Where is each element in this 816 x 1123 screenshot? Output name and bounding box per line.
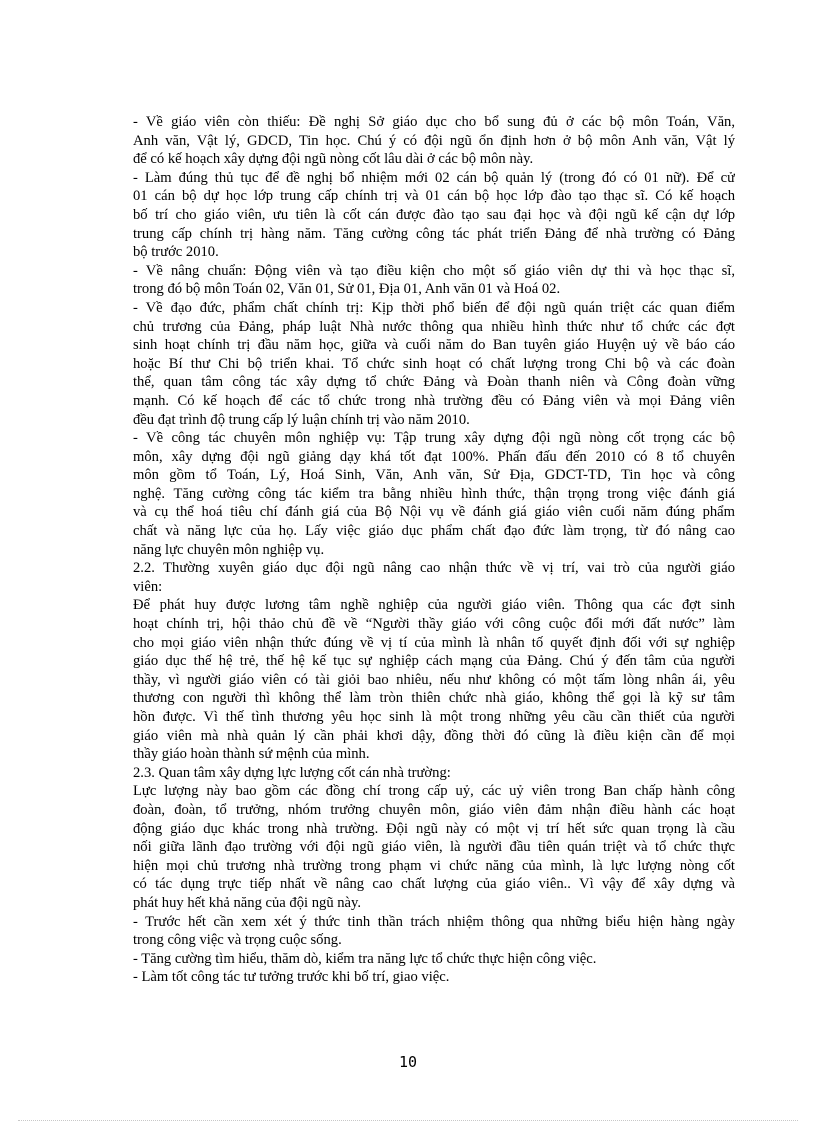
text-line: bố trí cho giáo viên, ưu tiên là cốt cán được đào tạo sau đại học và đội ngũ kế cận dự lớp [133,206,735,223]
text-line: - Trước hết cần xem xét ý thức tinh thần trách nhiệm thông qua những biểu hiện hàng ngày [133,913,735,930]
text-line: bộ trước 2010. [133,244,219,261]
text-line: giáo dục thế hệ trẻ, thế hệ kế tục sự nghiệp cách mạng của Đảng. Chú ý đến tâm của người [133,653,735,670]
text-line: thầy giáo hoàn thành sứ mệnh của mình. [133,746,370,763]
text-line: mạnh. Có kế hoạch để các tổ chức trong nhà trường đều có Đảng viên và mọi Đảng viên [133,392,735,409]
text-line: có tác dụng trực tiếp nhất về nâng cao chất lượng của giáo viên.. Vì vậy để xây dựng và [133,876,735,893]
page-bottom-rule [18,1120,798,1121]
text-line: hoạt chính trị, hội thảo chủ đề về “Người thầy giáo với công cuộc đổi mới đất nước” làm [133,616,735,633]
text-line: trung cấp chính trị hàng năm. Tăng cường công tác phát triển Đảng để nhà trường có Đảng [133,225,735,242]
document-body [133,113,735,987]
text-line: trong đó bộ môn Toán 02, Văn 01, Sử 01, Địa 01, Anh văn 01 và Hoá 02. [133,281,561,298]
text-line: môn, xây dựng đội ngũ giảng dạy khá tốt đạt 100%. Phấn đấu đến 2010 có 8 tổ chuyên [133,448,735,465]
text-line: thương con người thì không thể làm tròn thiên chức nhà giáo, không thể gọi là kỹ sư tâm [133,690,735,707]
text-line: Anh văn, Vật lý, GDCD, Tin học. Chú ý có đội ngũ ổn định hơn ở bộ môn Anh văn, Vật lý [133,132,735,149]
text-line: nối giữa lãnh đạo trường với đội ngũ giáo viên, là người đầu tiên quán triệt và tổ chức thực [133,839,735,856]
text-line: - Về công tác chuyên môn nghiệp vụ: Tập trung xây dựng đội ngũ nòng cốt trọng các bộ [133,430,735,447]
text-line: hồn được. Vì thế tình thương yêu học sinh là một trong những yêu cầu cần thiết của người [133,709,735,725]
text-line: trong công việc và trọng cuộc sống. [133,932,342,949]
text-line: thể, quan tâm công tác xây dựng tổ chức Đảng và Đoàn thanh niên và Công đoàn vững [133,374,735,391]
text-line: hoặc Bí thư Chi bộ triển khai. Tổ chức sinh hoạt có chất lượng trong Chi bộ và các đoàn [133,355,735,372]
text-line: môn gồm tổ Toán, Lý, Hoá Sinh, Văn, Anh văn, Sử Địa, GDCT-TD, Tin học và công [133,467,735,484]
text-line: đều đạt trình độ trung cấp lý luận chính trị vào năm 2010. [133,411,470,428]
text-line: - Về đạo đức, phẩm chất chính trị: Kịp thời phổ biến để đội ngũ quán triệt các quan điểm [133,299,735,316]
text-line: 2.3. Quan tâm xây dựng lực lượng cốt cán nhà trường: [133,764,451,781]
text-line: 2.2. Thường xuyên giáo dục đội ngũ nâng cao nhận thức về vị trí, vai trò của người giáo [133,560,735,577]
text-line: động giáo dục khác trong nhà trường. Đội ngũ này có một vị trí hết sức quan trọng là cầu [133,820,735,837]
text-line: cho mọi giáo viên nhận thức đúng về vị tí của mình là nhân tố quyết định đối với sự nghiệp [133,634,735,651]
text-line: thầy, vì người giáo viên có tài giỏi bao nhiêu, nếu như không có một tấm lòng nhân ái, yêu [133,671,735,688]
text-line: để có kế hoạch xây dựng đội ngũ nòng cốt lâu dài ở các bộ môn này. [133,151,534,168]
text-line: - Làm tốt công tác tư tưởng trước khi bố trí, giao việc. [133,969,450,986]
text-line: nghệ. Tăng cường công tác kiểm tra bằng nhiều hình thức, thận trọng trong việc đánh giá [133,485,735,502]
text-line: - Về giáo viên còn thiếu: Đề nghị Sở giáo dục cho bổ sung đủ ở các bộ môn Toán, Văn, [133,114,735,130]
text-line: - Làm đúng thủ tục để đề nghị bổ nhiệm mới 02 cán bộ quản lý (trong đó có 01 nữ). Để cử [133,169,735,186]
page-number: 10 [398,1053,418,1071]
text-line: - Tăng cường tìm hiểu, thăm dò, kiểm tra năng lực tổ chức thực hiện công việc. [133,950,597,967]
text-line: hiện mọi chủ trương nhà trường trong phạm vi chức năng của mình, là lực lượng nòng cốt [133,857,735,874]
text-line: giáo viên mà nhà quản lý cần phải khơi dậy, đồng thời đó cũng là điều kiện cần để mọi [133,727,735,744]
text-line: chất và năng lực của họ. Lấy việc giáo dục phẩm chất đạo đức làm trọng, từ đó nâng cao [133,523,735,540]
text-line: phát huy hết khả năng của đội ngũ này. [133,894,362,911]
text-line: - Về nâng chuẩn: Động viên và tạo điều kiện cho một số giáo viên dự thi và học thạc sĩ, [133,262,735,279]
text-line: chủ trương của Đảng, pháp luật Nhà nước thông qua nhiều hình thức như tổ chức các đợt [133,318,735,335]
text-line: và cụ thể hoá tiêu chí đánh giá của Bộ Nội vụ về đánh giá giáo viên cuối năm đúng phẩm [133,504,735,521]
text-line: Để phát huy được lương tâm nghề nghiệp của người giáo viên. Thông qua các đợt sinh [133,597,735,614]
text-line: sinh hoạt chính trị đầu năm học, giữa và cuối năm do Ban tuyên giáo Huyện uỷ về báo cáo [133,337,735,354]
text-line: viên: [133,578,163,595]
text-line: 01 cán bộ dự học lớp trung cấp chính trị và 01 cán bộ học lớp đào tạo thạc sĩ. Có kế hoạch [133,188,735,205]
text-line: Lực lượng này bao gồm các đồng chí trong cấp uỷ, các uỷ viên trong Ban chấp hành công [133,783,735,800]
text-line: đoàn, đoàn, tổ trưởng, nhóm trưởng chuyên môn, giáo viên đảm nhận điều hành các hoạt [133,801,735,818]
text-line: năng lực chuyên môn nghiệp vụ. [133,541,325,558]
